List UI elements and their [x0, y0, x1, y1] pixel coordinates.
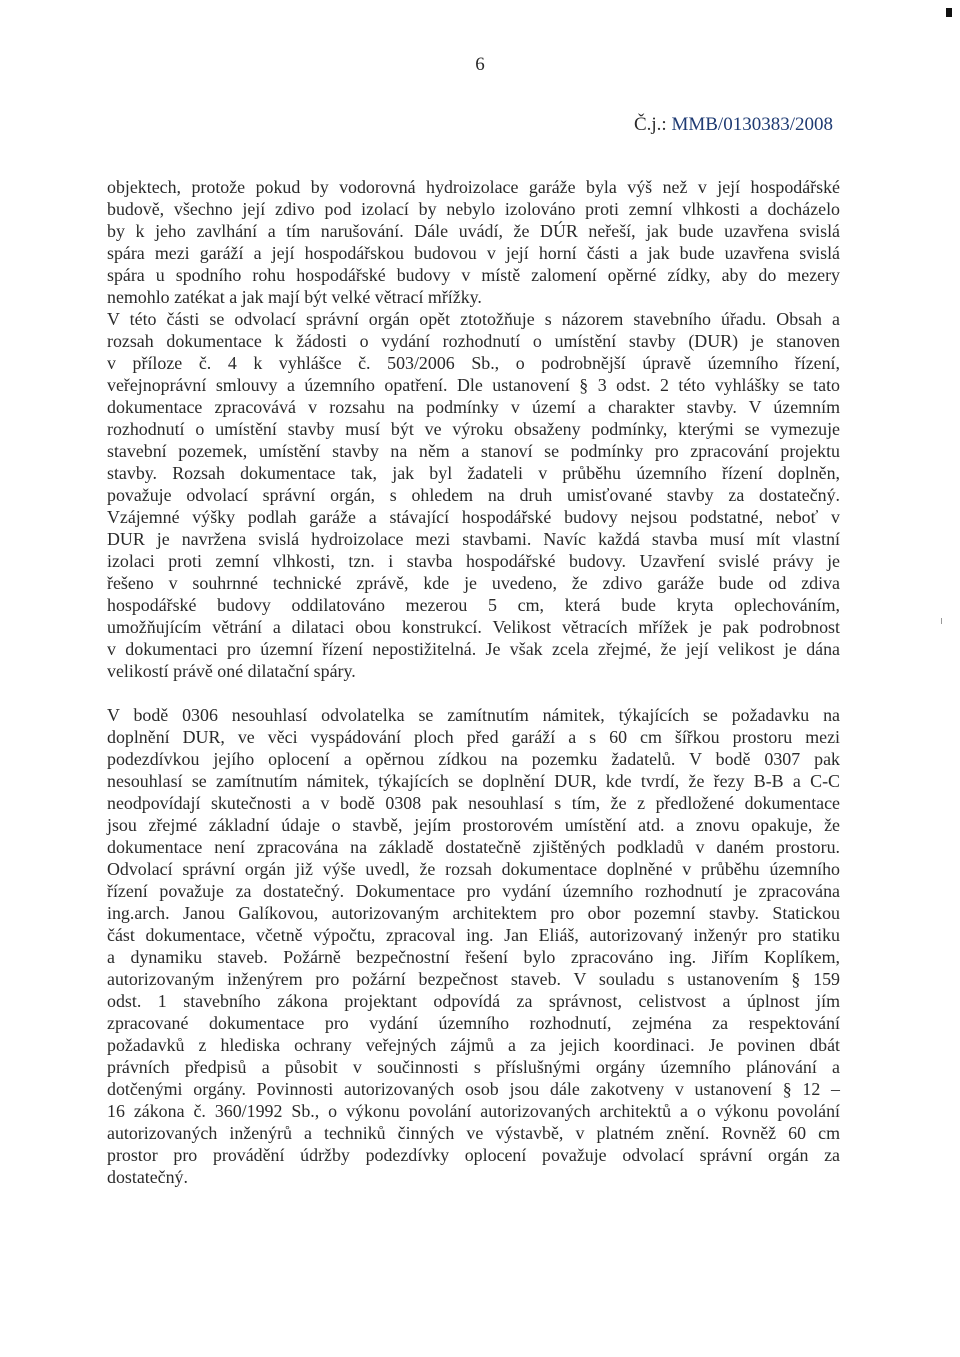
- text-line: dotčenými orgány. Povinnosti autorizovaných osob jsou dále zakotveny v ustanovení § 12 –: [107, 1079, 840, 1099]
- reference-value: MMB/0130383/2008: [671, 114, 833, 135]
- text-line: velikostí právě oné dilatační spáry.: [107, 661, 356, 681]
- text-line: stavební pozemek, umístění stavby na něm a stanoví se podmínky pro zpracování projektu: [107, 441, 840, 461]
- text-line: DUR je navržena svislá hydroizolace mezi stavbami. Navíc každá stavba musí mít vlastní: [107, 529, 840, 549]
- text-line: rozsah dokumentace k žádosti o vydání rozhodnutí o umístění stavby (DUR) je stanoven: [107, 331, 840, 351]
- text-line: V bodě 0306 nesouhlasí odvolatelka se zamítnutím námitek, týkajících se požadavku na: [107, 705, 840, 725]
- text-line: 16 zákona č. 360/1992 Sb., o výkonu povolání autorizovaných architektů a o výkonu povolání: [107, 1101, 840, 1121]
- text-line: řízení považuje za dostatečný. Dokumentace pro vydání územního rozhodnutí je zpracována: [107, 881, 840, 901]
- paragraph: [107, 308, 840, 682]
- text-line: část dokumentace, včetně výpočtu, zpracoval ing. Jan Eliáš, autorizovaný inženýr pro statiku: [107, 925, 840, 945]
- text-line: prostor pro provádění údržby podezdívky oplocení považuje odvolací správní orgán za: [107, 1145, 840, 1165]
- text-line: spára mezi garáží a její hospodářskou budovou v její horní části a jak bude uzavřena svislá: [107, 243, 840, 263]
- text-line: autorizovaným inženýrem pro požární bezpečnost staveb. V souladu s ustanovením § 159: [107, 969, 840, 989]
- text-line: v příloze č. 4 k vyhlášce č. 503/2006 Sb., o podrobnější úpravě územního řízení,: [107, 353, 840, 373]
- reference-prefix: Č.j.:: [633, 114, 672, 135]
- text-line: odst. 1 stavebního zákona projektant odpovídá za správnost, celistvost a úplnost jím: [107, 991, 840, 1011]
- text-line: a dynamiku staveb. Požárně bezpečnostní řešení bylo zpracováno ing. Jiřím Koplíkem,: [107, 947, 840, 967]
- text-line: požadavků z hlediska ochrany veřejných zájmů a za jejich koordinaci. Je povinen dbát: [107, 1035, 840, 1055]
- text-line: považuje odvolací správní orgán, s ohledem na druh umisťované stavby za dostatečný.: [107, 485, 840, 505]
- reference-number: [634, 113, 833, 137]
- text-line: objektech, protože pokud by vodorovná hydroizolace garáže byla výš než v její hospodářské: [107, 177, 840, 197]
- text-line: nesouhlasí se zamítnutím námitek, týkajících se doplnění DUR, kde tvrdí, že řezy B-B a C-C: [107, 771, 840, 791]
- text-line: hospodářské budovy oddilatováno mezerou 5 cm, která bude kryta oplechováním,: [107, 595, 840, 615]
- text-line: dokumentace zpracovává v rozsahu na podmínky v území a charakter stavby. V územním: [107, 397, 840, 417]
- page-number: 6: [475, 54, 485, 75]
- text-line: umožňujícím větrání a dilataci obou konstrukcí. Velikost větracích mřížek je pak podrobnost: [107, 617, 840, 637]
- text-line: ing.arch. Janou Galíkovou, autorizovaným architektem pro obor pozemní stavby. Statickou: [107, 903, 840, 923]
- text-line: v dokumentaci pro územní řízení nepostižitelná. Je však zcela zřejmé, že její velikost je dána: [107, 639, 840, 659]
- text-line: neodpovídají skutečnosti a v bodě 0308 pak nesouhlasí s tím, že z předložené dokumentace: [107, 793, 840, 813]
- text-line: dostatečný.: [107, 1167, 188, 1187]
- text-line: Vzájemné výšky podlah garáže a stávající hospodářské budovy nejsou podstatné, neboť v: [107, 507, 840, 527]
- text-line: veřejnoprávní smlouvy a územního opatření. Dle ustanovení § 3 odst. 2 této vyhlášky se tato: [107, 375, 840, 395]
- text-line: izolaci proti zemní vlhkosti, tzn. i stavba hospodářské budovy. Uzavření svislé právy je: [107, 551, 840, 571]
- paragraph: [107, 704, 840, 1188]
- text-line: podezdívkou jejího oplocení a opěrnou zídkou na pozemku žadatelů. V bodě 0307 pak: [107, 749, 840, 769]
- text-line: budově, všechno její zdivo pod izolací by nebylo izolováno proti zemní vlhkosti a docházelo: [107, 199, 840, 219]
- text-line: doplnění DUR, ve věci vyspádování ploch před garáží a s 60 cm šířkou prostoru mezi: [107, 727, 840, 747]
- paragraph-gap: [107, 682, 840, 704]
- text-line: zpracované dokumentace pro vydání územního rozhodnutí, zejména za respektování: [107, 1013, 840, 1033]
- text-line: jsou zřejmé základní údaje o stavbě, jejím prostorovém umístění atd. a znovu opakuje, že: [107, 815, 840, 835]
- scan-speck: [941, 618, 942, 624]
- paragraph: [107, 176, 840, 308]
- text-line: nemohlo zatékat a jak mají být velké větrací mřížky.: [107, 287, 482, 307]
- text-line: autorizovaných inženýrů a techniků činných ve výstavbě, v platném znění. Rovněž 60 cm: [107, 1123, 840, 1143]
- text-line: stavby. Rozsah dokumentace tak, jak byl žadateli v průběhu územního řízení doplněn,: [107, 463, 840, 483]
- scan-edge-mark: [946, 8, 952, 17]
- text-line: dokumentace není zpracována na základě dostatečně zjištěných podkladů v daném prostoru.: [107, 837, 840, 857]
- text-line: V této části se odvolací správní orgán opět ztotožňuje s názorem stavebního úřadu. Obsah a: [107, 309, 840, 329]
- document-body: [107, 176, 840, 1188]
- text-line: rozhodnutí o umístění stavby musí být ve výroku obsaženy podmínky, kterými se vymezuje: [107, 419, 840, 439]
- text-line: spára u spodního rohu hospodářské budovy v místě zalomení opěrné zídky, aby do mezery: [107, 265, 840, 285]
- text-line: Odvolací správní orgán již výše uvedl, že rozsah dokumentace doplněné v průběhu územního: [107, 859, 840, 879]
- text-line: by k jeho zavlhání a tím narušování. Dále uvádí, že DÚR neřeší, jak bude uzavřena svislá: [107, 221, 840, 241]
- text-line: právních předpisů a působit v součinnosti s příslušnými orgány územního plánování a: [107, 1057, 840, 1077]
- text-line: řešeno v souhrnné technické zprávě, kde je uvedeno, že zdivo garáže bude od zdiva: [107, 573, 840, 593]
